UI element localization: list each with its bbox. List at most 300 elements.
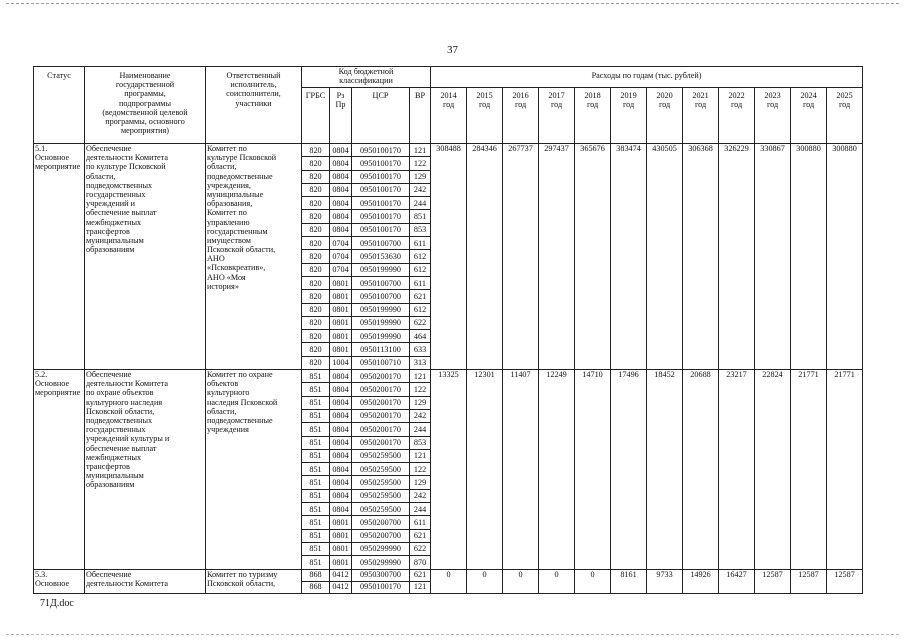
text-line: 2020 bbox=[656, 91, 673, 100]
grbs-code: 820 bbox=[302, 343, 330, 356]
csr-code: 0950100710 bbox=[352, 356, 410, 369]
header-year bbox=[647, 88, 683, 144]
grbs-code: 851 bbox=[302, 503, 330, 516]
amount-cell: 300880 bbox=[827, 144, 863, 370]
grbs-code: 851 bbox=[302, 409, 330, 422]
rzpr-code: 0804 bbox=[330, 409, 352, 422]
header-year bbox=[467, 88, 503, 144]
csr-code: 0950200170 bbox=[352, 423, 410, 436]
amount-cell: 12587 bbox=[791, 569, 827, 593]
text-line: мероприятие bbox=[35, 388, 81, 398]
csr-code: 0950259500 bbox=[352, 489, 410, 502]
text-line: Основное bbox=[35, 578, 70, 588]
amount-cell: 0 bbox=[575, 569, 611, 593]
rzpr-code: 0801 bbox=[330, 542, 352, 555]
vr-code: 611 bbox=[410, 276, 431, 289]
amount-cell: 12301 bbox=[467, 370, 503, 569]
amount-cell: 22824 bbox=[755, 370, 791, 569]
header-year bbox=[791, 88, 827, 144]
header-budget-code bbox=[302, 67, 431, 88]
header-year bbox=[827, 88, 863, 144]
text-line: культурного наследия bbox=[86, 397, 163, 407]
grbs-code: 851 bbox=[302, 542, 330, 555]
amount-cell: 12587 bbox=[827, 569, 863, 593]
name-cell bbox=[85, 370, 206, 569]
grbs-code: 851 bbox=[302, 489, 330, 502]
amount-cell: 430505 bbox=[647, 144, 683, 370]
rzpr-code: 0804 bbox=[330, 383, 352, 396]
amount-cell: 300880 bbox=[791, 144, 827, 370]
header-year bbox=[719, 88, 755, 144]
text-line: обеспечение выплат bbox=[86, 208, 157, 218]
grbs-code: 851 bbox=[302, 463, 330, 476]
executor-cell bbox=[206, 569, 302, 593]
text-line: муниципальным bbox=[86, 471, 144, 481]
vr-code: 621 bbox=[410, 290, 431, 303]
amount-cell: 8161 bbox=[611, 569, 647, 593]
text-line: межбюджетных bbox=[86, 452, 142, 462]
amount-cell: 297437 bbox=[539, 144, 575, 370]
text-line: 2014 bbox=[440, 91, 457, 100]
header-year bbox=[431, 88, 467, 144]
text-line: по культуре Псковской bbox=[86, 162, 166, 172]
text-line: год bbox=[442, 100, 455, 110]
amount-cell: 0 bbox=[431, 569, 467, 593]
rzpr-code: 0804 bbox=[330, 449, 352, 462]
text-line: учреждений культуры и bbox=[86, 434, 170, 444]
text-line: образования, bbox=[207, 199, 253, 209]
status-cell bbox=[34, 370, 85, 569]
csr-code: 0950100170 bbox=[352, 210, 410, 223]
grbs-code: 820 bbox=[302, 197, 330, 210]
amount-cell: 383474 bbox=[611, 144, 647, 370]
rzpr-code: 0801 bbox=[330, 316, 352, 329]
text-line: государственной bbox=[115, 80, 175, 90]
grbs-code: 851 bbox=[302, 516, 330, 529]
text-line: муниципальные bbox=[207, 189, 264, 199]
header-grbs: ГРБС bbox=[302, 88, 330, 144]
csr-code: 0950200170 bbox=[352, 409, 410, 422]
text-line: деятельности Комитета bbox=[86, 379, 168, 389]
amount-cell: 308488 bbox=[431, 144, 467, 370]
text-line: «Псковкреатив», bbox=[207, 263, 266, 273]
text-line: Основное bbox=[35, 153, 70, 163]
csr-code: 0950100170 bbox=[352, 581, 410, 593]
text-line: 5.1. bbox=[35, 144, 48, 153]
grbs-code: 851 bbox=[302, 383, 330, 396]
text-line: области, bbox=[207, 406, 237, 416]
text-line: Обеспечение bbox=[86, 144, 132, 153]
rzpr-code: 0804 bbox=[330, 157, 352, 170]
text-line: год bbox=[766, 100, 779, 110]
scan-edge-top bbox=[6, 3, 899, 4]
header-year bbox=[575, 88, 611, 144]
text-line: 2021 bbox=[692, 91, 709, 100]
grbs-code: 820 bbox=[302, 250, 330, 263]
text-line: учреждения, bbox=[207, 180, 251, 190]
text-line: исполнитель, bbox=[230, 80, 277, 90]
rzpr-code: 0412 bbox=[330, 581, 352, 593]
name-cell bbox=[85, 144, 206, 370]
csr-code: 0950200170 bbox=[352, 436, 410, 449]
grbs-code: 851 bbox=[302, 476, 330, 489]
csr-code: 0950100700 bbox=[352, 276, 410, 289]
table-row bbox=[34, 370, 863, 383]
text-line: Комитет по охране bbox=[207, 370, 273, 380]
text-line: Пр bbox=[335, 100, 346, 110]
vr-code: 622 bbox=[410, 542, 431, 555]
grbs-code: 820 bbox=[302, 276, 330, 289]
amount-cell: 18452 bbox=[647, 370, 683, 569]
rzpr-code: 0804 bbox=[330, 170, 352, 183]
grbs-code: 851 bbox=[302, 436, 330, 449]
grbs-code: 820 bbox=[302, 237, 330, 250]
amount-cell: 267737 bbox=[503, 144, 539, 370]
text-line: культурного bbox=[207, 388, 250, 398]
csr-code: 0950199990 bbox=[352, 263, 410, 276]
header-expenses: Расходы по годам (тыс. рублей) bbox=[431, 67, 863, 88]
vr-code: 121 bbox=[410, 370, 431, 383]
text-line: подведомственные bbox=[207, 415, 273, 425]
amount-cell: 330867 bbox=[755, 144, 791, 370]
text-line: 5.3. bbox=[35, 569, 48, 579]
text-line: государственных bbox=[86, 189, 146, 199]
text-line: 2015 bbox=[476, 91, 493, 100]
vr-code: 853 bbox=[410, 223, 431, 236]
text-line: классификации bbox=[339, 76, 393, 86]
amount-cell: 0 bbox=[539, 569, 575, 593]
header-vr: ВР bbox=[410, 88, 431, 144]
text-line: год bbox=[658, 100, 671, 110]
text-line: трансфертов bbox=[86, 461, 130, 471]
text-line: 2025 bbox=[836, 91, 853, 100]
text-line: участники bbox=[235, 98, 272, 108]
text-line: деятельности Комитета bbox=[86, 153, 168, 163]
csr-code: 0950259500 bbox=[352, 463, 410, 476]
header-year bbox=[539, 88, 575, 144]
text-line: 2017 bbox=[548, 91, 565, 100]
vr-code: 244 bbox=[410, 197, 431, 210]
csr-code: 0950259500 bbox=[352, 503, 410, 516]
text-line: учреждений и bbox=[86, 199, 135, 209]
rzpr-code: 0804 bbox=[330, 370, 352, 383]
text-line: 2023 bbox=[764, 91, 781, 100]
csr-code: 0950200700 bbox=[352, 516, 410, 529]
vr-code: 129 bbox=[410, 396, 431, 409]
text-line: год bbox=[622, 100, 635, 110]
header-year bbox=[503, 88, 539, 144]
csr-code: 0950153630 bbox=[352, 250, 410, 263]
text-line: подведомственные bbox=[207, 171, 273, 181]
header-executor bbox=[206, 67, 302, 144]
grbs-code: 851 bbox=[302, 370, 330, 383]
text-line: управлению bbox=[207, 217, 250, 227]
csr-code: 0950100170 bbox=[352, 144, 410, 157]
grbs-code: 851 bbox=[302, 556, 330, 569]
amount-cell: 21771 bbox=[827, 370, 863, 569]
csr-code: 0950259500 bbox=[352, 449, 410, 462]
amount-cell: 17496 bbox=[611, 370, 647, 569]
vr-code: 313 bbox=[410, 356, 431, 369]
vr-code: 242 bbox=[410, 489, 431, 502]
vr-code: 612 bbox=[410, 250, 431, 263]
rzpr-code: 0804 bbox=[330, 183, 352, 196]
text-line: 2019 bbox=[620, 91, 637, 100]
rzpr-code: 0801 bbox=[330, 290, 352, 303]
rzpr-code: 0804 bbox=[330, 489, 352, 502]
csr-code: 0950100700 bbox=[352, 290, 410, 303]
grbs-code: 851 bbox=[302, 529, 330, 542]
amount-cell: 0 bbox=[467, 569, 503, 593]
text-line: год bbox=[730, 100, 743, 110]
table-row bbox=[34, 144, 863, 157]
header-csr: ЦСР bbox=[352, 88, 410, 144]
vr-code: 633 bbox=[410, 343, 431, 356]
status-cell bbox=[34, 569, 85, 593]
text-line: (ведомственной целевой bbox=[102, 107, 188, 117]
amount-cell: 306368 bbox=[683, 144, 719, 370]
amount-cell: 9733 bbox=[647, 569, 683, 593]
text-line: соисполнители, bbox=[226, 89, 281, 99]
amount-cell: 13325 bbox=[431, 370, 467, 569]
text-line: Основное bbox=[35, 379, 70, 389]
csr-code: 0950200170 bbox=[352, 396, 410, 409]
text-line: наследия Псковской bbox=[207, 397, 278, 407]
grbs-code: 820 bbox=[302, 183, 330, 196]
amount-cell: 23217 bbox=[719, 370, 755, 569]
text-line: мероприятия) bbox=[120, 126, 170, 136]
scan-edge-bottom bbox=[6, 634, 899, 635]
amount-cell: 12587 bbox=[755, 569, 791, 593]
vr-code: 242 bbox=[410, 409, 431, 422]
rzpr-code: 0704 bbox=[330, 237, 352, 250]
text-line: имуществом bbox=[207, 235, 251, 245]
text-line: год bbox=[802, 100, 815, 110]
text-line: АНО bbox=[207, 254, 225, 264]
text-line: год bbox=[478, 100, 491, 110]
text-line: 2024 bbox=[800, 91, 817, 100]
amount-cell: 0 bbox=[503, 569, 539, 593]
text-line: по охране объектов bbox=[86, 388, 154, 398]
grbs-code: 820 bbox=[302, 290, 330, 303]
text-line: мероприятие bbox=[35, 162, 81, 172]
text-line: год bbox=[586, 100, 599, 110]
text-line: образованиям bbox=[86, 480, 135, 490]
page-number: 37 bbox=[447, 44, 458, 56]
text-line: подпрограммы bbox=[119, 98, 171, 108]
grbs-code: 820 bbox=[302, 170, 330, 183]
text-line: АНО «Моя bbox=[207, 272, 246, 282]
rzpr-code: 0801 bbox=[330, 303, 352, 316]
vr-code: 612 bbox=[410, 303, 431, 316]
amount-cell: 16427 bbox=[719, 569, 755, 593]
text-line: 2022 bbox=[728, 91, 745, 100]
text-line: объектов bbox=[207, 379, 239, 389]
csr-code: 0950299990 bbox=[352, 542, 410, 555]
vr-code: 129 bbox=[410, 476, 431, 489]
amount-cell: 21771 bbox=[791, 370, 827, 569]
text-line: Псковской области, bbox=[86, 406, 155, 416]
text-line: Комитет по bbox=[207, 144, 247, 153]
vr-code: 121 bbox=[410, 449, 431, 462]
vr-code: 244 bbox=[410, 423, 431, 436]
header-rzpr bbox=[330, 88, 352, 144]
rzpr-code: 0804 bbox=[330, 503, 352, 516]
rzpr-code: 0801 bbox=[330, 529, 352, 542]
rzpr-code: 1004 bbox=[330, 356, 352, 369]
budget-table bbox=[33, 66, 863, 594]
text-line: год bbox=[550, 100, 563, 110]
rzpr-code: 0704 bbox=[330, 250, 352, 263]
vr-code: 242 bbox=[410, 183, 431, 196]
rzpr-code: 0801 bbox=[330, 343, 352, 356]
text-line: трансфертов bbox=[86, 226, 130, 236]
csr-code: 0950100170 bbox=[352, 223, 410, 236]
text-line: Наименование bbox=[119, 71, 171, 80]
text-line: государственным bbox=[207, 226, 268, 236]
grbs-code: 820 bbox=[302, 316, 330, 329]
vr-code: 870 bbox=[410, 556, 431, 569]
rzpr-code: 0804 bbox=[330, 436, 352, 449]
header-year bbox=[755, 88, 791, 144]
name-cell bbox=[85, 569, 206, 593]
csr-code: 0950199990 bbox=[352, 330, 410, 343]
csr-code: 0950200700 bbox=[352, 529, 410, 542]
rzpr-code: 0804 bbox=[330, 476, 352, 489]
rzpr-code: 0804 bbox=[330, 396, 352, 409]
amount-cell: 326229 bbox=[719, 144, 755, 370]
csr-code: 0950113100 bbox=[352, 343, 410, 356]
csr-code: 0950100700 bbox=[352, 237, 410, 250]
vr-code: 621 bbox=[410, 529, 431, 542]
rzpr-code: 0804 bbox=[330, 210, 352, 223]
csr-code: 0950299990 bbox=[352, 556, 410, 569]
csr-code: 0950259500 bbox=[352, 476, 410, 489]
rzpr-code: 0801 bbox=[330, 556, 352, 569]
text-line: 2018 bbox=[584, 91, 601, 100]
text-line: год bbox=[838, 100, 851, 110]
grbs-code: 820 bbox=[302, 223, 330, 236]
text-line: подведомственных bbox=[86, 415, 153, 425]
text-line: 2016 bbox=[512, 91, 529, 100]
amount-cell: 12249 bbox=[539, 370, 575, 569]
footer-filename: 71Д.doc bbox=[40, 598, 74, 609]
vr-code: 621 bbox=[410, 569, 431, 581]
rzpr-code: 0801 bbox=[330, 276, 352, 289]
csr-code: 0950100170 bbox=[352, 170, 410, 183]
text-line: муниципальным bbox=[86, 235, 144, 245]
amount-cell: 20688 bbox=[683, 370, 719, 569]
vr-code: 122 bbox=[410, 463, 431, 476]
csr-code: 0950200170 bbox=[352, 370, 410, 383]
rzpr-code: 0412 bbox=[330, 569, 352, 581]
grbs-code: 820 bbox=[302, 144, 330, 157]
text-line: подведомственных bbox=[86, 180, 153, 190]
vr-code: 853 bbox=[410, 436, 431, 449]
text-line: Комитет по bbox=[207, 208, 247, 218]
status-cell bbox=[34, 144, 85, 370]
amount-cell: 11407 bbox=[503, 370, 539, 569]
text-line: деятельности Комитета bbox=[86, 578, 168, 588]
grbs-code: 851 bbox=[302, 449, 330, 462]
amount-cell: 365676 bbox=[575, 144, 611, 370]
text-line: Обеспечение bbox=[86, 569, 132, 579]
header-status: Статус bbox=[34, 67, 85, 144]
csr-code: 0950100170 bbox=[352, 183, 410, 196]
grbs-code: 868 bbox=[302, 569, 330, 581]
vr-code: 122 bbox=[410, 157, 431, 170]
rzpr-code: 0801 bbox=[330, 330, 352, 343]
text-line: культуре Псковской bbox=[207, 153, 277, 163]
grbs-code: 820 bbox=[302, 330, 330, 343]
text-line: Комитет по туризму bbox=[207, 569, 278, 579]
text-line: области, bbox=[86, 171, 116, 181]
text-line: история» bbox=[207, 281, 239, 291]
text-line: обеспечение выплат bbox=[86, 443, 157, 453]
grbs-code: 820 bbox=[302, 263, 330, 276]
text-line: Обеспечение bbox=[86, 370, 132, 380]
rzpr-code: 0804 bbox=[330, 423, 352, 436]
text-line: Псковской области, bbox=[207, 578, 276, 588]
text-line: Ответственный bbox=[226, 71, 281, 80]
grbs-code: 868 bbox=[302, 581, 330, 593]
text-line: программы, основного bbox=[105, 116, 185, 126]
vr-code: 612 bbox=[410, 263, 431, 276]
grbs-code: 851 bbox=[302, 396, 330, 409]
vr-code: 129 bbox=[410, 170, 431, 183]
csr-code: 0950199990 bbox=[352, 303, 410, 316]
csr-code: 0950199990 bbox=[352, 316, 410, 329]
amount-cell: 14926 bbox=[683, 569, 719, 593]
vr-code: 611 bbox=[410, 237, 431, 250]
text-line: год bbox=[514, 100, 527, 110]
vr-code: 851 bbox=[410, 210, 431, 223]
rzpr-code: 0801 bbox=[330, 516, 352, 529]
table-row bbox=[34, 569, 863, 581]
executor-cell bbox=[206, 144, 302, 370]
rzpr-code: 0704 bbox=[330, 263, 352, 276]
header-year bbox=[611, 88, 647, 144]
text-line: образованиям bbox=[86, 245, 135, 255]
csr-code: 0950300700 bbox=[352, 569, 410, 581]
text-line: Псковской области, bbox=[207, 245, 276, 255]
csr-code: 0950100170 bbox=[352, 157, 410, 170]
vr-code: 464 bbox=[410, 330, 431, 343]
csr-code: 0950100170 bbox=[352, 197, 410, 210]
header-year bbox=[683, 88, 719, 144]
rzpr-code: 0804 bbox=[330, 223, 352, 236]
amount-cell: 14710 bbox=[575, 370, 611, 569]
rzpr-code: 0804 bbox=[330, 197, 352, 210]
vr-code: 611 bbox=[410, 516, 431, 529]
text-line: государственных bbox=[86, 425, 146, 435]
rzpr-code: 0804 bbox=[330, 144, 352, 157]
text-line: Рз bbox=[336, 91, 345, 100]
header-name bbox=[85, 67, 206, 144]
vr-code: 121 bbox=[410, 144, 431, 157]
vr-code: 622 bbox=[410, 316, 431, 329]
text-line: год bbox=[694, 100, 707, 110]
text-line: Код бюджетной bbox=[338, 67, 394, 76]
rzpr-code: 0804 bbox=[330, 463, 352, 476]
grbs-code: 820 bbox=[302, 303, 330, 316]
vr-code: 122 bbox=[410, 383, 431, 396]
grbs-code: 820 bbox=[302, 356, 330, 369]
text-line: учреждения bbox=[207, 425, 249, 435]
vr-code: 244 bbox=[410, 503, 431, 516]
vr-code: 121 bbox=[410, 581, 431, 593]
text-line: межбюджетных bbox=[86, 217, 142, 227]
